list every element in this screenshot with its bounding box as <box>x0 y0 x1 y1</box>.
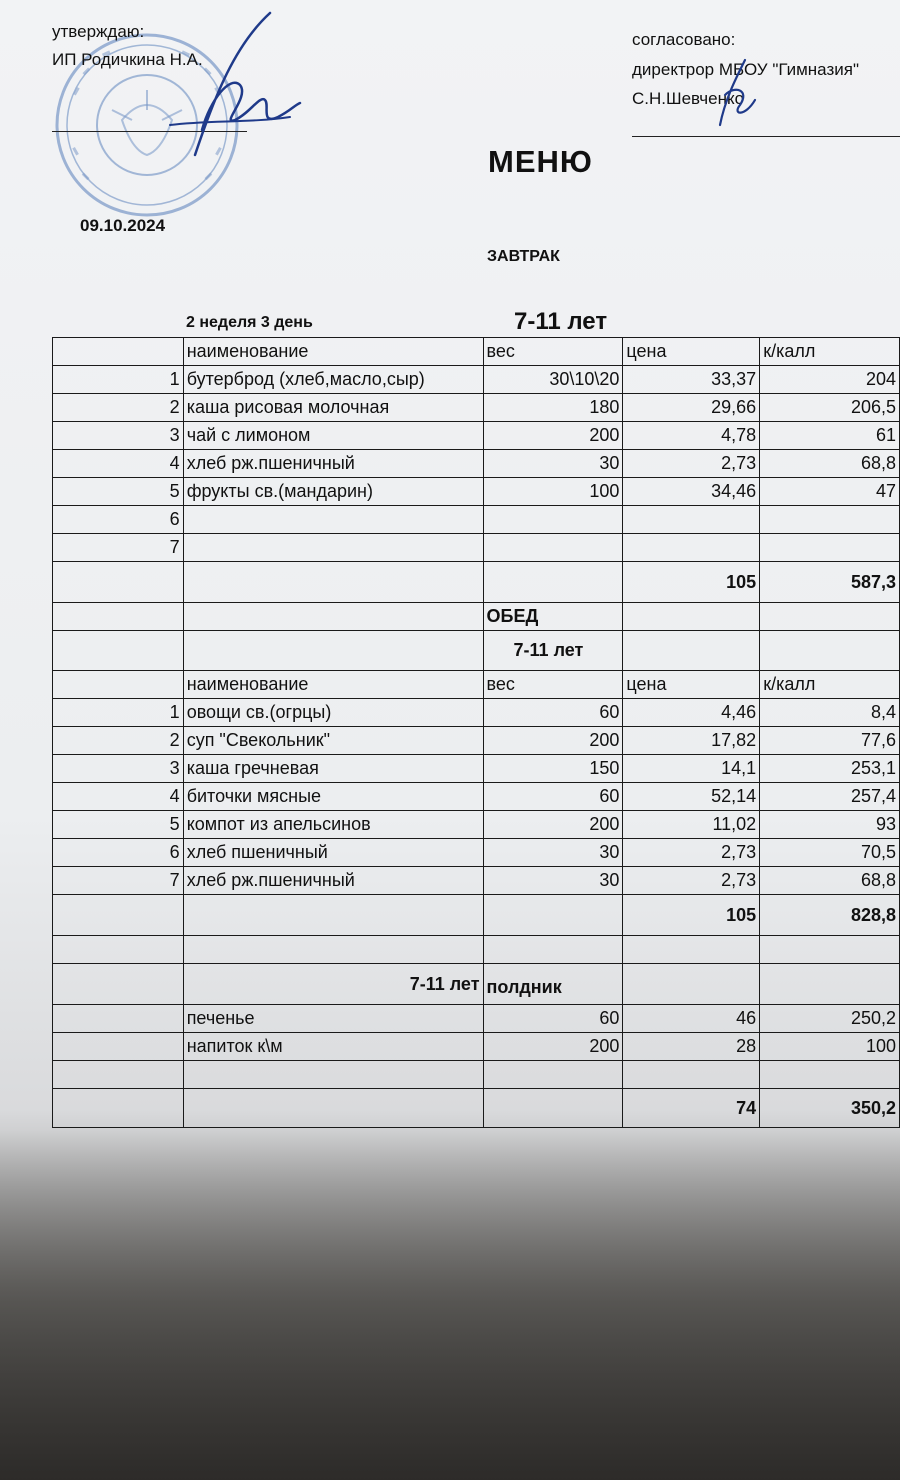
lunch-total-kcal: 828,8 <box>760 895 900 936</box>
row-number: 6 <box>53 839 184 867</box>
approve-label: утверждаю: <box>52 22 145 41</box>
breakfast-total-kcal: 587,3 <box>760 562 900 603</box>
table-row <box>53 755 900 783</box>
agreed-position: директрор МБОУ "Гимназия" <box>632 60 859 79</box>
age-group-label: 7-11 лет <box>514 308 608 335</box>
table-row <box>53 699 900 727</box>
dish-weight: 200 <box>483 811 623 839</box>
dish-kcal: 253,1 <box>760 755 900 783</box>
row-number: 1 <box>53 699 184 727</box>
approve-date: 09.10.2024 <box>80 216 166 235</box>
dish-weight: 30 <box>483 450 623 478</box>
dish-name: овощи св.(огрцы) <box>183 699 483 727</box>
page-title: МЕНЮ <box>488 144 593 179</box>
table-header-row <box>53 338 900 366</box>
dish-weight: 200 <box>483 422 623 450</box>
dish-weight: 200 <box>483 727 623 755</box>
header-weight: вес <box>483 338 623 366</box>
dish-price: 33,37 <box>623 366 760 394</box>
dish-price: 28 <box>623 1033 760 1061</box>
lunch-total-row <box>53 895 900 936</box>
dish-name <box>183 534 483 562</box>
dish-weight: 100 <box>483 478 623 506</box>
dish-kcal <box>760 534 900 562</box>
breakfast-total-row <box>53 562 900 603</box>
dish-kcal: 68,8 <box>760 867 900 895</box>
photo-shadow <box>0 1130 900 1480</box>
row-number: 1 <box>53 366 184 394</box>
dish-kcal: 204 <box>760 366 900 394</box>
dish-price: 2,73 <box>623 450 760 478</box>
table-row <box>53 394 900 422</box>
header-kcal: к/калл <box>760 671 900 699</box>
row-number: 3 <box>53 755 184 783</box>
row-number: 4 <box>53 450 184 478</box>
dish-price: 14,1 <box>623 755 760 783</box>
dish-weight: 150 <box>483 755 623 783</box>
dish-weight: 30\10\20 <box>483 366 623 394</box>
table-row <box>53 783 900 811</box>
table-row <box>53 450 900 478</box>
lunch-total-price: 105 <box>623 895 760 936</box>
dish-name: печенье <box>183 1005 483 1033</box>
dish-kcal: 77,6 <box>760 727 900 755</box>
dish-kcal: 250,2 <box>760 1005 900 1033</box>
dish-weight: 60 <box>483 699 623 727</box>
header-price: цена <box>623 671 760 699</box>
header-price: цена <box>623 338 760 366</box>
header-kcal: к/калл <box>760 338 900 366</box>
agreed-name: С.Н.Шевченко <box>632 89 745 108</box>
row-number: 6 <box>53 506 184 534</box>
dish-weight: 180 <box>483 394 623 422</box>
row-number: 7 <box>53 534 184 562</box>
agreed-signature-line <box>632 136 900 137</box>
dish-price <box>623 534 760 562</box>
dish-price: 4,46 <box>623 699 760 727</box>
table-row <box>53 811 900 839</box>
dish-name: компот из апельсинов <box>183 811 483 839</box>
table-row <box>53 506 900 534</box>
dish-name: фрукты св.(мандарин) <box>183 478 483 506</box>
dish-kcal: 47 <box>760 478 900 506</box>
table-row <box>53 1005 900 1033</box>
snack-total-price: 74 <box>623 1089 760 1128</box>
dish-weight <box>483 534 623 562</box>
lunch-age-row <box>53 631 900 671</box>
row-number: 7 <box>53 867 184 895</box>
table-row <box>53 478 900 506</box>
menu-table <box>52 337 900 1128</box>
dish-weight: 30 <box>483 867 623 895</box>
row-number: 2 <box>53 727 184 755</box>
row-number: 2 <box>53 394 184 422</box>
table-row <box>53 366 900 394</box>
dish-weight: 30 <box>483 839 623 867</box>
table-row <box>53 1033 900 1061</box>
snack-total-kcal: 350,2 <box>760 1089 900 1128</box>
dish-name: напиток к\м <box>183 1033 483 1061</box>
table-row <box>53 534 900 562</box>
snack-heading: полдник <box>483 964 623 1005</box>
dish-name: суп "Свекольник" <box>183 727 483 755</box>
dish-price: 34,46 <box>623 478 760 506</box>
dish-weight: 60 <box>483 1005 623 1033</box>
row-number: 5 <box>53 478 184 506</box>
header-name: наименование <box>183 671 483 699</box>
lunch-age-group: 7-11 лет <box>483 631 623 671</box>
dish-name: каша гречневая <box>183 755 483 783</box>
dish-price: 52,14 <box>623 783 760 811</box>
breakfast-total-price: 105 <box>623 562 760 603</box>
dish-name: чай с лимоном <box>183 422 483 450</box>
dish-price: 29,66 <box>623 394 760 422</box>
dish-price: 2,73 <box>623 839 760 867</box>
header-name: наименование <box>183 338 483 366</box>
dish-kcal: 8,4 <box>760 699 900 727</box>
approve-name: ИП Родичкина Н.А. <box>52 50 203 69</box>
table-row <box>53 727 900 755</box>
week-day-label: 2 неделя 3 день <box>186 314 313 331</box>
dish-price: 11,02 <box>623 811 760 839</box>
table-row <box>53 422 900 450</box>
table-row <box>53 867 900 895</box>
dish-name <box>183 506 483 534</box>
row-number: 3 <box>53 422 184 450</box>
dish-kcal: 68,8 <box>760 450 900 478</box>
agreed-label: согласовано: <box>632 30 736 49</box>
breakfast-heading: ЗАВТРАК <box>487 248 560 265</box>
row-number: 5 <box>53 811 184 839</box>
dish-name: хлеб пшеничный <box>183 839 483 867</box>
dish-weight: 60 <box>483 783 623 811</box>
lunch-header-row <box>53 671 900 699</box>
lunch-heading: ОБЕД <box>483 603 623 631</box>
dish-kcal: 206,5 <box>760 394 900 422</box>
dish-kcal: 70,5 <box>760 839 900 867</box>
handwritten-signature-right <box>700 55 780 135</box>
dish-kcal <box>760 506 900 534</box>
snack-age-group: 7-11 лет <box>183 964 483 1005</box>
snack-heading-row <box>53 964 900 1005</box>
dish-name: хлеб рж.пшеничный <box>183 450 483 478</box>
snack-total-row <box>53 1089 900 1128</box>
spacer-row <box>53 1061 900 1089</box>
dish-price: 2,73 <box>623 867 760 895</box>
table-row <box>53 839 900 867</box>
dish-price <box>623 506 760 534</box>
dish-kcal: 93 <box>760 811 900 839</box>
spacer-row <box>53 936 900 964</box>
dish-name: каша рисовая молочная <box>183 394 483 422</box>
dish-kcal: 61 <box>760 422 900 450</box>
dish-kcal: 100 <box>760 1033 900 1061</box>
dish-name: хлеб рж.пшеничный <box>183 867 483 895</box>
dish-price: 17,82 <box>623 727 760 755</box>
dish-weight <box>483 506 623 534</box>
row-number: 4 <box>53 783 184 811</box>
dish-weight: 200 <box>483 1033 623 1061</box>
handwritten-signature-left <box>140 5 310 170</box>
dish-kcal: 257,4 <box>760 783 900 811</box>
dish-name: биточки мясные <box>183 783 483 811</box>
lunch-heading-row <box>53 603 900 631</box>
header-weight: вес <box>483 671 623 699</box>
dish-price: 46 <box>623 1005 760 1033</box>
dish-price: 4,78 <box>623 422 760 450</box>
dish-name: бутерброд (хлеб,масло,сыр) <box>183 366 483 394</box>
